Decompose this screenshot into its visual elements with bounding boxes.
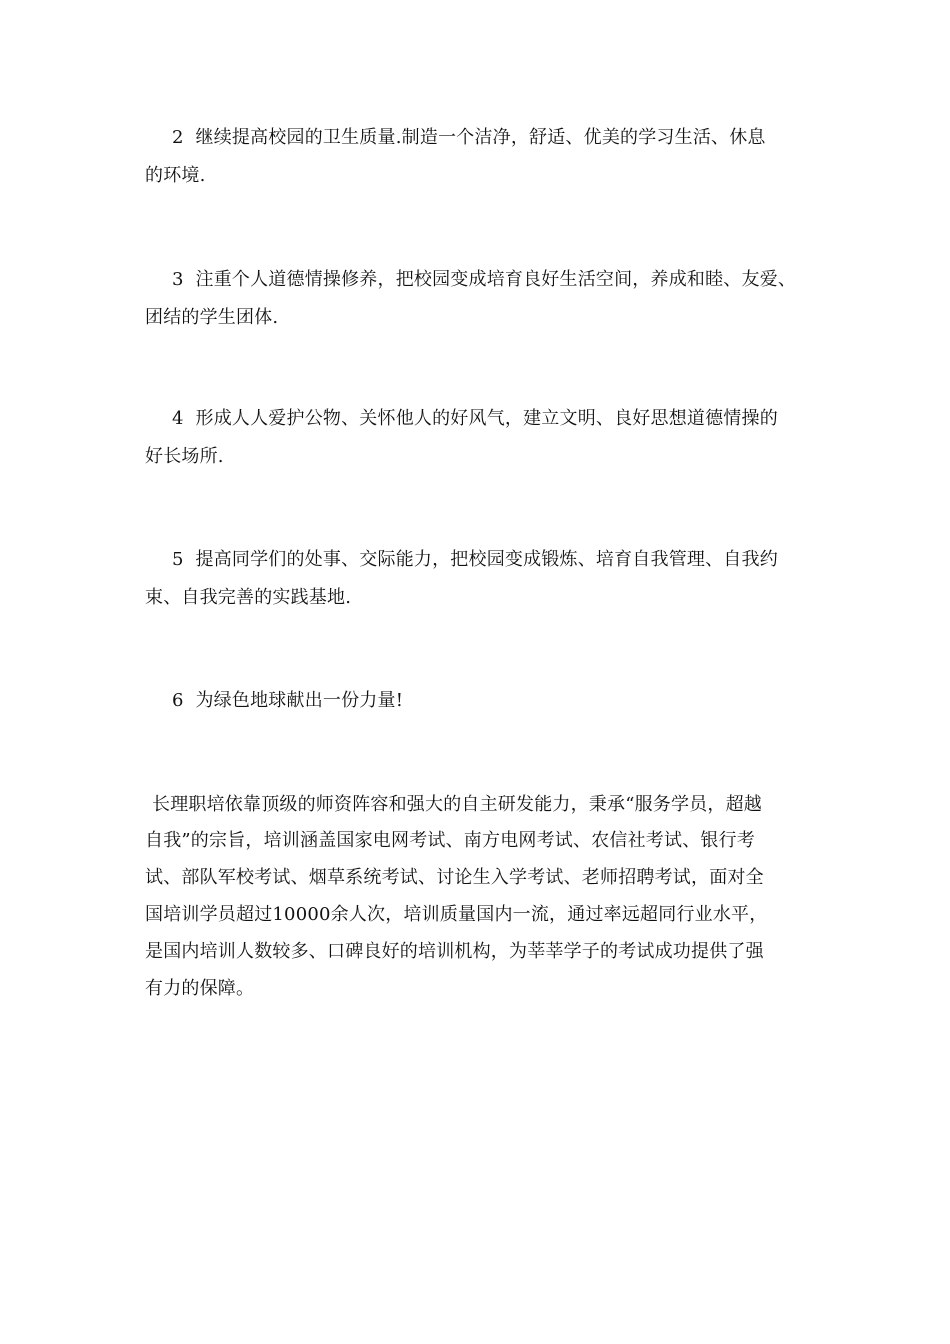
item-2-number: 2 — [172, 127, 184, 148]
closing-paragraph-line-6: 有力的保障。 — [145, 978, 255, 999]
closing-paragraph-line-5: 是国内培训人数较多、口碑良好的培训机构，为莘莘学子的考试成功提供了强 — [145, 941, 764, 962]
item-2-text-line-1: 继续提高校园的卫生质量.制造一个洁净，舒适、优美的学习生活、休息 — [195, 127, 766, 148]
item-5-text-line-1: 提高同学们的处事、交际能力，把校园变成锻炼、培育自我管理、自我约 — [195, 549, 778, 570]
item-3-text-line-1: 注重个人道德情操修养，把校园变成培育良好生活空间，养成和睦、友爱、 — [195, 269, 797, 290]
item-5-text-line-2: 束、自我完善的实践基地. — [145, 587, 352, 608]
item-6-line-1 — [172, 689, 403, 713]
item-4-text-line-2: 好长场所. — [145, 446, 224, 467]
closing-paragraph-line-4: 国培训学员超过10000余人次，培训质量国内一流，通过率远超同行业水平， — [145, 904, 768, 925]
item-2-line-1 — [172, 126, 766, 150]
closing-paragraph-line-3: 试、部队军校考试、烟草系统考试、讨论生入学考试、老师招聘考试，面对全 — [145, 867, 764, 888]
item-5-number: 5 — [172, 549, 184, 570]
item-5-line-1 — [172, 548, 778, 572]
item-3-line-1 — [172, 268, 796, 292]
item-2-text-line-2: 的环境. — [145, 165, 206, 186]
item-6-number: 6 — [172, 690, 184, 711]
item-4-line-1 — [172, 407, 778, 431]
item-6-text-line-1: 为绿色地球献出一份力量! — [195, 690, 404, 711]
closing-paragraph-line-1: 长理职培依靠顶级的师资阵容和强大的自主研发能力，秉承“服务学员，超越 — [152, 794, 762, 815]
item-3-number: 3 — [172, 269, 184, 290]
item-4-text-line-1: 形成人人爱护公物、关怀他人的好风气，建立文明、良好思想道德情操的 — [195, 408, 778, 429]
closing-paragraph-line-2: 自我”的宗旨，培训涵盖国家电网考试、南方电网考试、农信社考试、银行考 — [145, 830, 755, 851]
item-4-number: 4 — [172, 408, 184, 429]
item-3-text-line-2: 团结的学生团体. — [145, 307, 279, 328]
